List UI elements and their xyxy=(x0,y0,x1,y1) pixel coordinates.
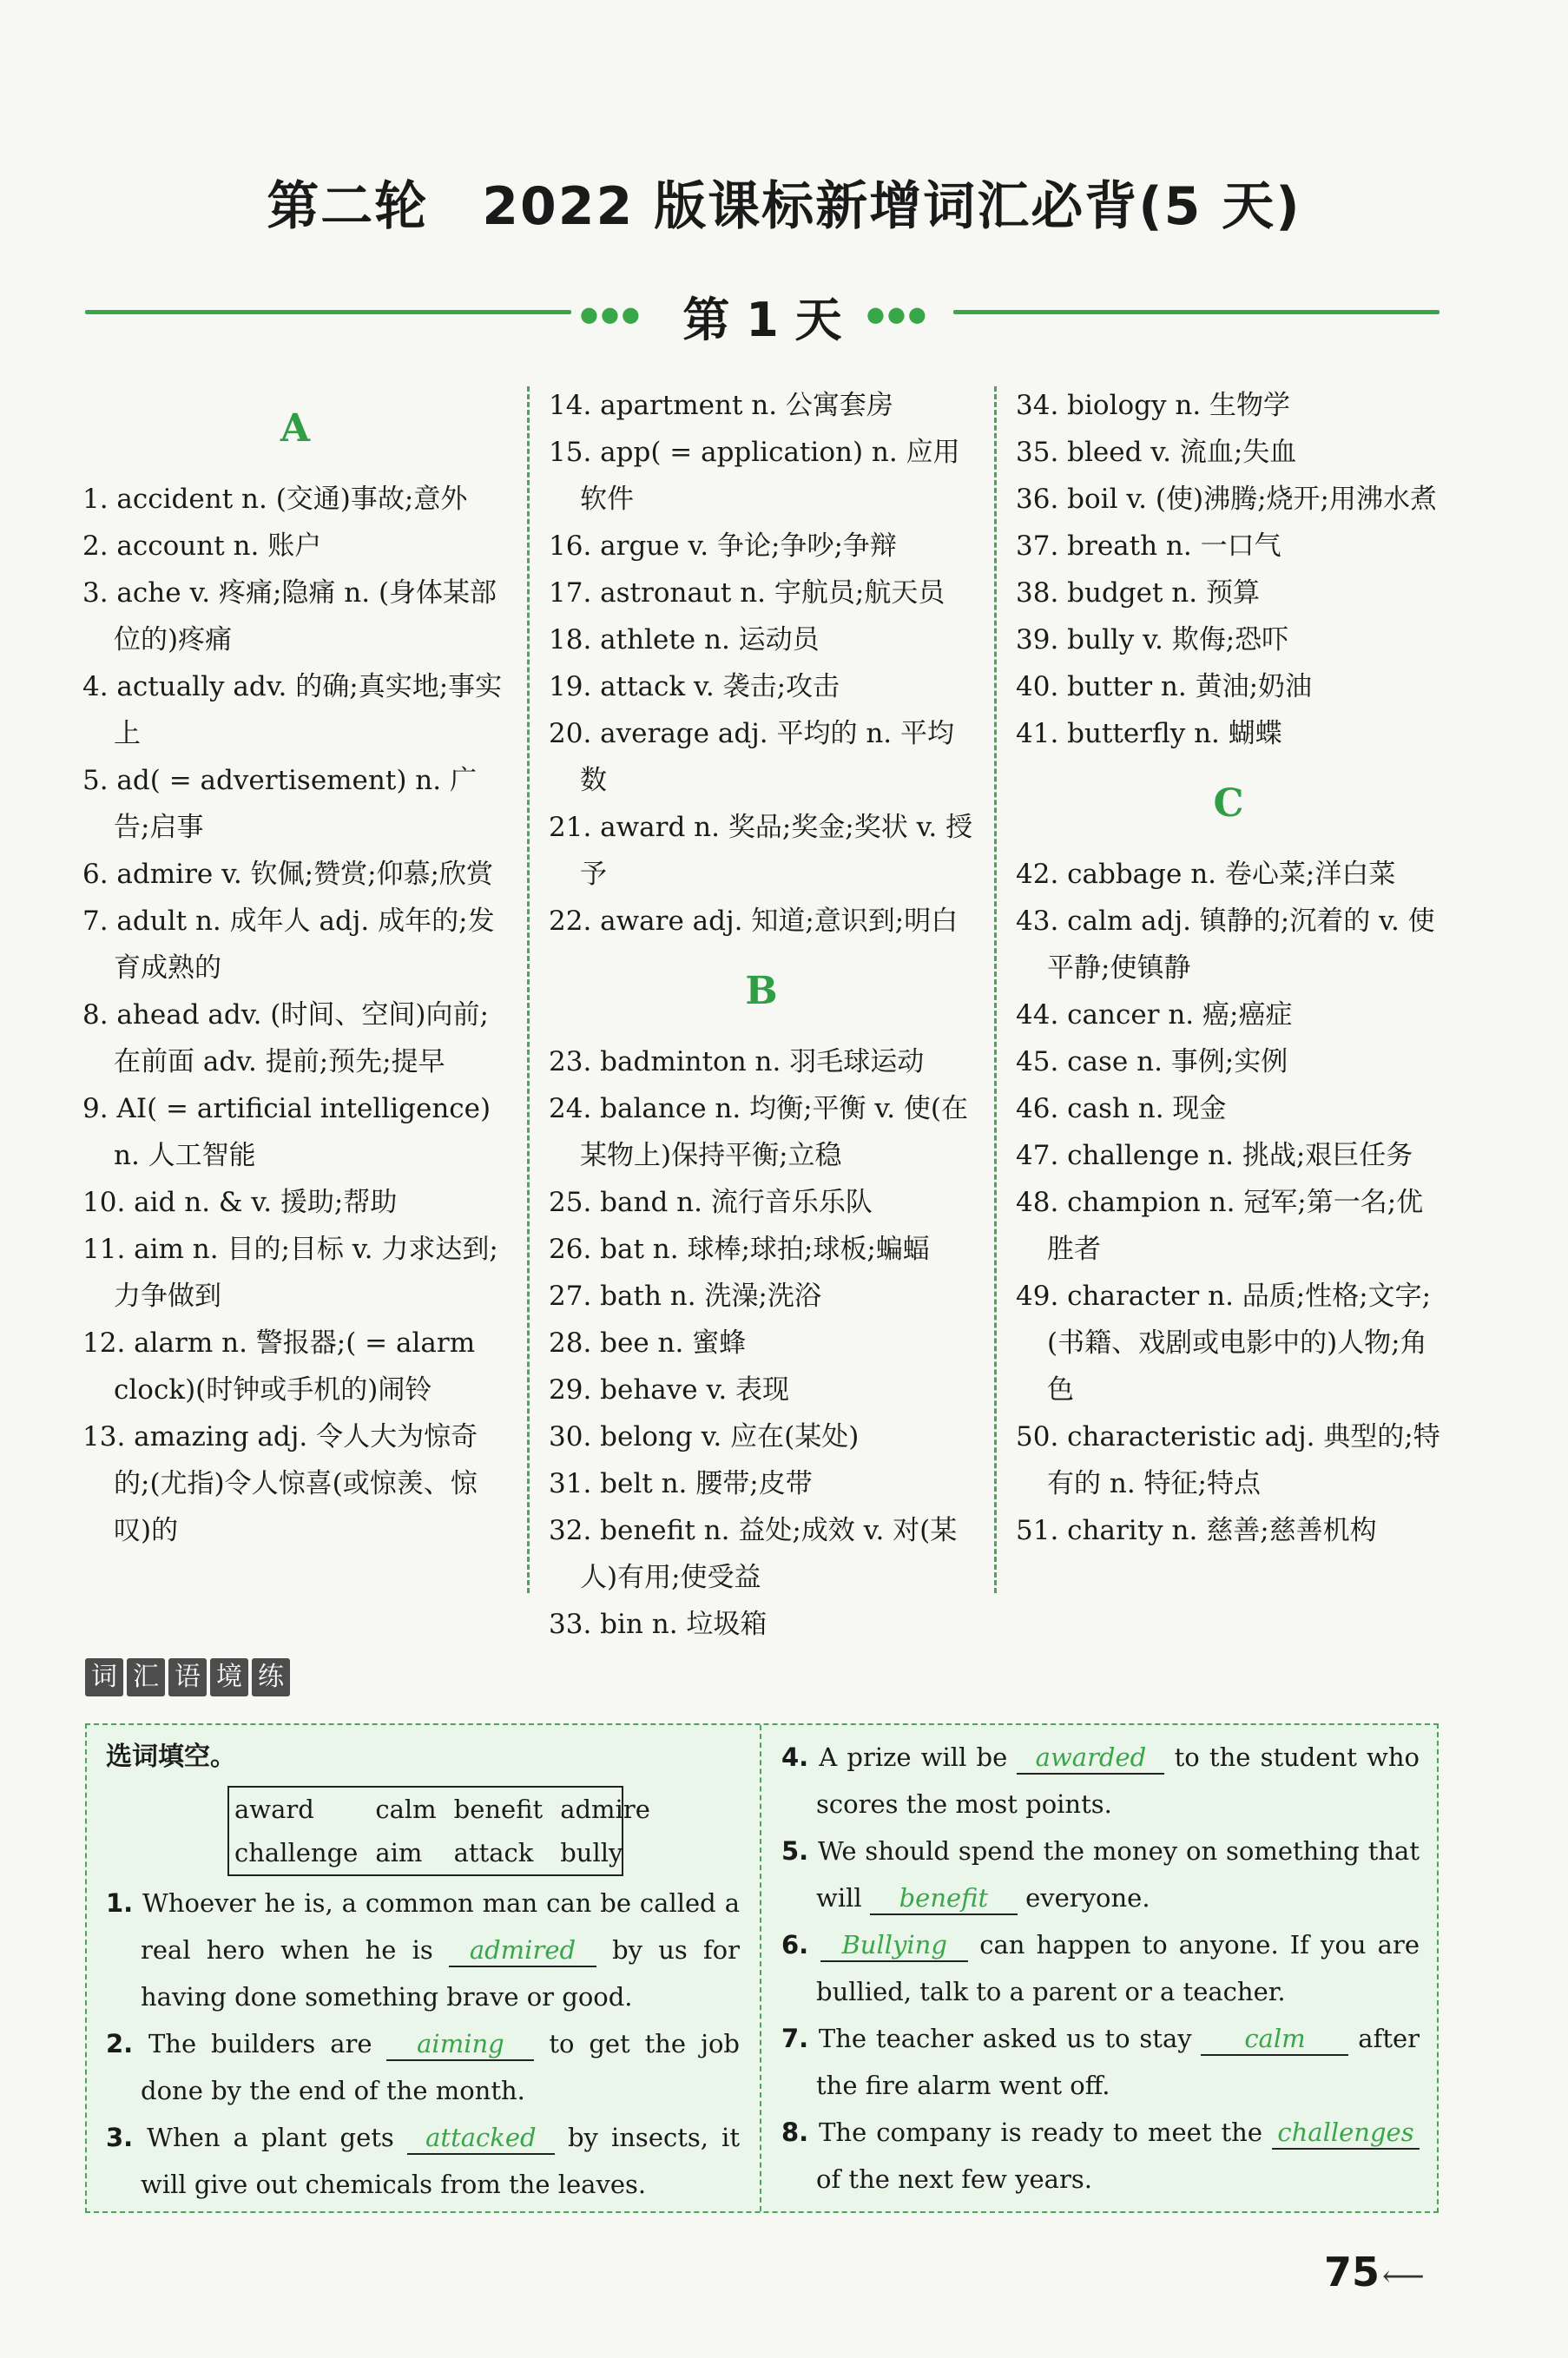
vocab-entry: 26. bat n. 球棒;球拍;球板;蝙蝠 xyxy=(549,1234,930,1265)
exercise-question xyxy=(781,1921,1420,2015)
vocab-entry: 34. biology n. 生物学 xyxy=(1016,390,1291,421)
vocab-entry: 18. athlete n. 运动员 xyxy=(549,624,820,655)
vocab-entry: 9. AI( = artificial intelligence) n. 人工智能 xyxy=(82,1093,491,1171)
vocab-entry: 49. character n. 品质;性格;文字;(书籍、戏剧或电影中的)人物;角色 xyxy=(1016,1281,1432,1406)
question-number: 6. xyxy=(781,1930,821,1960)
answer-blank[interactable]: challenges xyxy=(1272,2117,1420,2150)
vocab-column-2 xyxy=(549,382,974,1648)
vocab-entry: 19. attack v. 袭击;攻击 xyxy=(549,671,840,702)
vocab-entry: 25. band n. 流行音乐乐队 xyxy=(549,1187,873,1218)
vocab-entry: 43. calm adj. 镇静的;沉着的 v. 使平静;使镇静 xyxy=(1016,906,1435,984)
question-text: can happen to anyone. If you are bullied, talk to a parent or a teacher. xyxy=(816,1930,1420,2006)
vocab-entry: 38. budget n. 预算 xyxy=(1016,577,1260,609)
day-title: 第 1 天 xyxy=(682,293,842,347)
questions-right xyxy=(781,1734,1420,2203)
column-divider xyxy=(527,386,530,1593)
question-text: The teacher asked us to stay xyxy=(818,2024,1202,2053)
question-text: to get the job done by the end of the month. xyxy=(141,2029,740,2105)
question-text: A prize will be xyxy=(819,1742,1018,1772)
vocab-entry: 15. app( = application) n. 应用软件 xyxy=(549,437,960,515)
exercise-question xyxy=(106,2020,740,2114)
divider-line-right xyxy=(953,310,1440,314)
vocab-entry: 33. bin n. 垃圾箱 xyxy=(549,1609,768,1640)
vocab-entry: 27. bath n. 洗澡;洗浴 xyxy=(549,1281,821,1312)
vocab-entry: 47. challenge n. 挑战;艰巨任务 xyxy=(1016,1140,1413,1171)
word-bank-item: calm xyxy=(375,1795,437,1824)
word-bank-item: attack xyxy=(453,1838,534,1867)
question-number: 5. xyxy=(781,1836,818,1866)
day-header xyxy=(85,287,1440,347)
section-tag-char: 语 xyxy=(168,1658,207,1696)
answer-blank[interactable]: admired xyxy=(449,1934,596,1967)
section-letter: B xyxy=(745,969,778,1013)
question-text: after the fire alarm went off. xyxy=(816,2024,1420,2100)
vocab-entry: 42. cabbage n. 卷心菜;洋白菜 xyxy=(1016,859,1396,890)
question-text: by insects, it will give out chemicals from the leaves. xyxy=(141,2123,740,2199)
question-number: 3. xyxy=(106,2123,148,2152)
vocab-entry: 8. ahead adv. (时间、空间)向前;在前面 adv. 提前;预先;提早 xyxy=(82,999,489,1077)
vocab-entry: 28. bee n. 蜜蜂 xyxy=(549,1327,747,1359)
vocab-entry: 11. aim n. 目的;目标 v. 力求达到;力争做到 xyxy=(82,1234,498,1312)
word-bank-item: admire xyxy=(560,1795,650,1824)
answer-blank[interactable]: aiming xyxy=(386,2028,534,2061)
vocab-entry: 36. boil v. (使)沸腾;烧开;用沸水煮 xyxy=(1016,484,1437,515)
question-number: 4. xyxy=(781,1742,820,1772)
vocab-entry: 50. characteristic adj. 典型的;特有的 n. 特征;特点 xyxy=(1016,1421,1440,1499)
vocab-entry: 1. accident n. (交通)事故;意外 xyxy=(82,484,468,515)
word-bank-item: award xyxy=(234,1795,314,1824)
question-text: by us for having done something brave or good. xyxy=(141,1935,741,2012)
question-text: to the student who scores the most points. xyxy=(816,1742,1420,1819)
section-letter: A xyxy=(280,406,311,451)
exercise-question xyxy=(106,1880,740,2020)
column-divider xyxy=(994,386,997,1593)
exercise-question xyxy=(106,2114,740,2208)
section-tag-char: 境 xyxy=(210,1658,248,1696)
arrow-left-icon: ⟵ xyxy=(1382,2259,1425,2294)
question-text: When a plant gets xyxy=(147,2123,407,2152)
vocab-entry: 45. case n. 事例;实例 xyxy=(1016,1046,1288,1077)
answer-blank[interactable]: benefit xyxy=(870,1882,1018,1915)
vocab-entry: 29. behave v. 表现 xyxy=(549,1374,790,1406)
question-text: The company is ready to meet the xyxy=(819,2118,1272,2147)
vocab-entry: 3. ache v. 疼痛;隐痛 n. (身体某部位的)疼痛 xyxy=(82,577,497,655)
vocab-entry: 41. butterfly n. 蝴蝶 xyxy=(1016,718,1282,749)
dots-decoration-left: ●●● xyxy=(580,302,642,326)
vocab-entry: 12. alarm n. 警报器;( = alarm clock)(时钟或手机的)闹铃 xyxy=(82,1327,476,1406)
exercise-question xyxy=(781,1734,1420,1828)
divider-line-left xyxy=(85,310,571,314)
section-tag-char: 练 xyxy=(252,1658,290,1696)
questions-left xyxy=(106,1880,740,2208)
vocab-entry: 21. award n. 奖品;奖金;奖状 v. 授予 xyxy=(549,812,973,890)
word-bank-item: bully xyxy=(560,1838,623,1867)
answer-blank[interactable]: calm xyxy=(1201,2023,1348,2056)
vocab-entry: 13. amazing adj. 令人大为惊奇的;(尤指)令人惊喜(或惊羡、惊叹)的 xyxy=(82,1421,478,1546)
section-tag-char: 汇 xyxy=(127,1658,165,1696)
word-bank-item: aim xyxy=(375,1838,423,1867)
section-letter: C xyxy=(1213,781,1244,826)
exercise-box xyxy=(85,1723,1439,2213)
vocab-entry: 44. cancer n. 癌;癌症 xyxy=(1016,999,1293,1031)
vocab-column-3 xyxy=(1016,382,1441,1554)
question-text: everyone. xyxy=(1017,1883,1150,1913)
question-text: The builders are xyxy=(148,2029,387,2058)
word-bank-item: challenge xyxy=(234,1838,359,1867)
exercise-divider xyxy=(760,1725,761,2211)
vocab-entry: 14. apartment n. 公寓套房 xyxy=(549,390,893,421)
vocab-entry: 4. actually adv. 的确;真实地;事实上 xyxy=(82,671,503,749)
vocab-entry: 39. bully v. 欺侮;恐吓 xyxy=(1016,624,1289,655)
vocab-entry: 48. champion n. 冠军;第一名;优胜者 xyxy=(1016,1187,1424,1265)
page-title: 第二轮 2022 版课标新增词汇必背(5 天) xyxy=(267,176,1301,237)
question-number: 1. xyxy=(106,1888,143,1918)
answer-blank[interactable]: Bullying xyxy=(820,1929,968,1962)
question-text: Whoever he is, a common man can be called a real hero when he is xyxy=(141,1888,740,1965)
question-text: of the next few years. xyxy=(816,2164,1092,2194)
vocab-entry: 32. benefit n. 益处;成效 v. 对(某人)有用;使受益 xyxy=(549,1515,958,1593)
exercise-question xyxy=(781,2109,1420,2203)
vocab-entry: 20. average adj. 平均的 n. 平均数 xyxy=(549,718,955,796)
vocab-entry: 46. cash n. 现金 xyxy=(1016,1093,1227,1124)
vocab-entry: 23. badminton n. 羽毛球运动 xyxy=(549,1046,925,1077)
vocab-entry: 31. belt n. 腰带;皮带 xyxy=(549,1468,813,1499)
vocab-entry: 30. belong v. 应在(某处) xyxy=(549,1421,860,1452)
exercise-question xyxy=(781,2015,1420,2109)
vocab-entry: 51. charity n. 慈善;慈善机构 xyxy=(1016,1515,1377,1546)
vocab-entry: 22. aware adj. 知道;意识到;明白 xyxy=(549,906,959,937)
answer-blank[interactable]: awarded xyxy=(1017,1742,1164,1775)
vocab-entry: 16. argue v. 争论;争吵;争辩 xyxy=(549,530,897,562)
question-number: 8. xyxy=(781,2118,820,2147)
question-text: We should spend the money on something that will xyxy=(816,1836,1420,1913)
vocab-entry: 2. account n. 账户 xyxy=(82,530,322,562)
vocab-entry: 10. aid n. & v. 援助;帮助 xyxy=(82,1187,398,1218)
vocab-entry: 37. breath n. 一口气 xyxy=(1016,530,1281,562)
exercise-question xyxy=(781,1828,1420,1921)
exercise-left xyxy=(106,1734,740,2208)
vocab-column-1 xyxy=(82,382,508,1554)
dots-decoration-right: ●●● xyxy=(866,302,929,326)
vocab-entry: 17. astronaut n. 宇航员;航天员 xyxy=(549,577,945,609)
section-tag-char: 词 xyxy=(85,1658,123,1696)
word-bank xyxy=(227,1786,650,1876)
question-number: 7. xyxy=(781,2024,819,2053)
exercise-instruction: 选词填空。 xyxy=(106,1742,236,1772)
answer-blank[interactable]: attacked xyxy=(407,2122,555,2155)
vocab-entry: 7. adult n. 成年人 adj. 成年的;发育成熟的 xyxy=(82,906,495,984)
vocab-entry: 6. admire v. 钦佩;赞赏;仰慕;欣赏 xyxy=(82,859,493,890)
exercise-section-tag xyxy=(85,1658,290,1696)
vocab-entry: 35. bleed v. 流血;失血 xyxy=(1016,437,1297,468)
vocab-entry: 5. ad( = advertisement) n. 广告;启事 xyxy=(82,765,477,843)
page-number: 75 xyxy=(1324,2249,1380,2295)
vocab-entry: 40. butter n. 黄油;奶油 xyxy=(1016,671,1313,702)
vocab-entry: 24. balance n. 均衡;平衡 v. 使(在某物上)保持平衡;立稳 xyxy=(549,1093,969,1171)
question-number: 2. xyxy=(106,2029,148,2058)
vocabulary-columns xyxy=(82,382,1441,1640)
word-bank-item: benefit xyxy=(453,1795,544,1824)
